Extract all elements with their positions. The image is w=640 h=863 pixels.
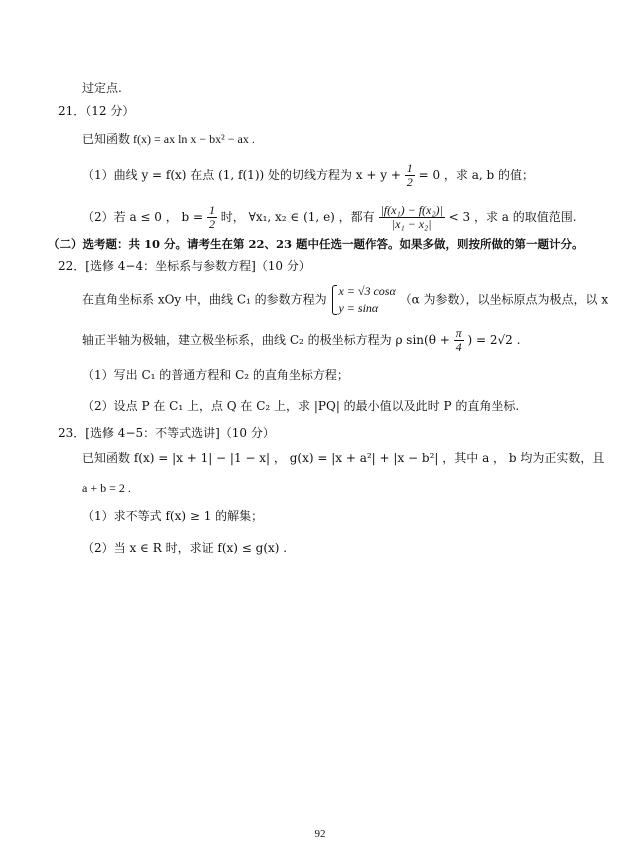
q21-part2-text-b: 时， ∀x₁, x₂ ∈ (1, e) ，都有 [220, 210, 375, 224]
parametric-equation-x: x = √3 cosα [338, 284, 396, 298]
q22-polar [82, 327, 520, 354]
q21-part1-text-b: = 0 ，求 a, b 的值； [418, 168, 534, 182]
q22-given-text-b: （α 为参数），以坐标原点为极点，以 x [399, 292, 609, 307]
q21-part1 [82, 162, 534, 189]
q21-part2-text-c: < 3 ，求 a 的取值范围. [448, 210, 577, 224]
q21-part2 [82, 204, 577, 231]
fraction-numerator: π [455, 326, 462, 340]
fraction-one-half [405, 162, 415, 189]
q23-condition: a + b = 2 . [82, 481, 131, 495]
q22-given [82, 283, 608, 317]
fraction-denominator: 4 [455, 340, 462, 354]
q22-polar-text-b: ) = 2√2 . [467, 333, 521, 347]
section-2-header: （二）选考题：共 10 分。请考生在第 22、23 题中任选一题作答。如果多做，则按所做的第一题计分。 [48, 237, 584, 251]
q21-part2-text-a: （2）若 a ≤ 0 ， b = [82, 210, 204, 224]
q23-header: 23．[选修 4−5：不等式选讲]（10 分） [58, 426, 275, 440]
q23-part2: （2）当 x ∈ R 时，求证 f(x) ≤ g(x) . [82, 541, 288, 555]
fraction-denominator: |x₁ − x₂| [391, 217, 432, 231]
q21-part1-text-a: （1）曲线 y = f(x) 在点 (1, f(1)) 处的切线方程为 x + y + [82, 168, 401, 182]
fraction-pi-over-4 [454, 327, 464, 354]
fraction-denominator: 2 [406, 175, 413, 189]
fraction-numerator: |f(x₁) − f(x₂)| [380, 203, 443, 217]
q22-part2: （2）设点 P 在 C₁ 上，点 Q 在 C₂ 上，求 |PQ| 的最小值以及此时 P 的直角坐标. [82, 399, 520, 413]
fraction-numerator: 1 [406, 161, 413, 175]
q21-given: 已知函数 f(x) = ax ln x − bx² − ax . [82, 132, 255, 146]
fraction-numerator: 1 [208, 203, 215, 217]
fraction-difference-quotient [379, 204, 445, 231]
parametric-equation-y: y = sinα [338, 301, 379, 315]
fraction-denominator: 2 [208, 217, 215, 231]
fixed-point-text: 过定点. [82, 81, 122, 95]
q22-polar-text-a: 轴正半轴为极轴，建立极坐标系，曲线 C₂ 的极坐标方程为 ρ sin(θ + [82, 333, 450, 347]
q22-header: 22．[选修 4−4：坐标系与参数方程]（10 分） [58, 259, 311, 273]
fraction-one-half [207, 204, 217, 231]
q21-header: 21．（12 分） [58, 104, 135, 118]
parametric-system [330, 283, 395, 317]
q22-given-text-a: 在直角坐标系 xOy 中，曲线 C₁ 的参数方程为 [82, 292, 327, 307]
q23-given: 已知函数 f(x) = |x + 1| − |1 − x| ， g(x) = |x + a²| + |x − b²| ，其中 a ， b 均为正实数，且 [82, 451, 605, 465]
q22-part1: （1）写出 C₁ 的普通方程和 C₂ 的直角坐标方程； [82, 368, 349, 382]
q23-part1: （1）求不等式 f(x) ≥ 1 的解集； [82, 509, 264, 523]
page-number: 92 [314, 828, 326, 840]
